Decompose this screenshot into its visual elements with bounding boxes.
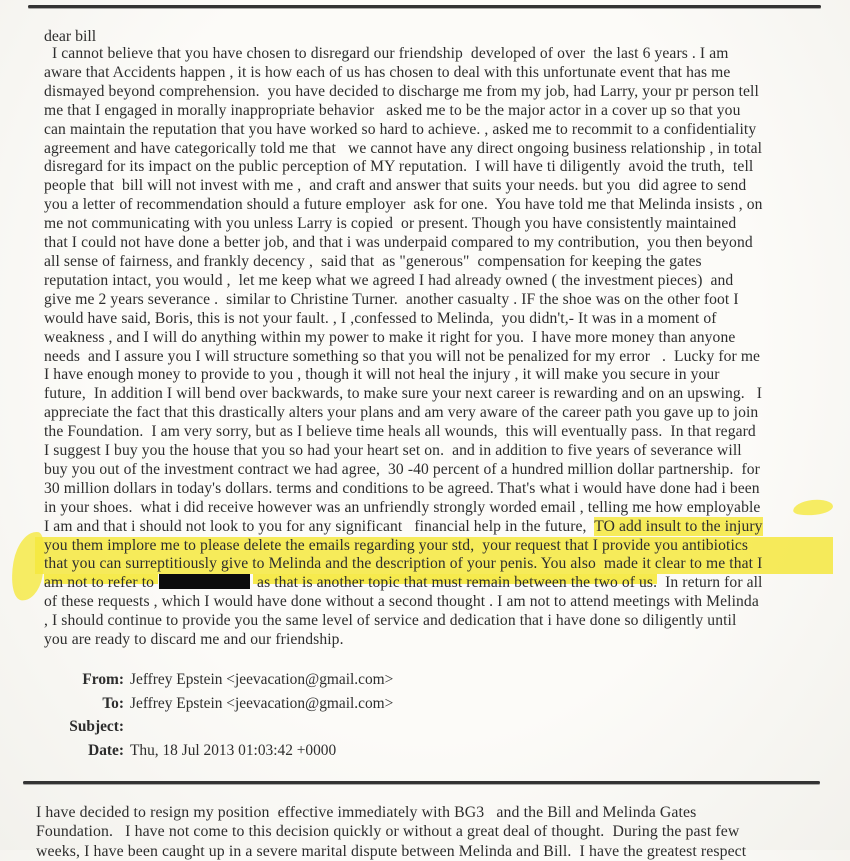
email-header-row	[0, 715, 393, 739]
letter-line	[44, 291, 824, 310]
top-divider-rule	[28, 5, 821, 8]
text-segment: all sense of fairness, and frankly decency , said that as "generous" compensation for keeping the gates	[44, 252, 702, 270]
email-headers	[0, 668, 393, 762]
letter-line	[44, 574, 824, 593]
letter-line	[44, 140, 824, 159]
footer-line: weeks, I have been caught up in a severe marital dispute between Melinda and Bill. I have the greatest respect	[36, 842, 747, 860]
text-segment: dismayed beyond comprehension. you have decided to discharge me from my job, had Larry, your pr person tell	[44, 82, 759, 100]
letter-line	[44, 555, 824, 574]
text-segment: of these requests , which I would have done without a second thought . I am not to attend meetings with Melinda	[44, 593, 759, 611]
letter-line	[44, 385, 824, 404]
letter-line	[44, 518, 824, 537]
letter-line	[44, 329, 824, 348]
text-segment: me that I engaged in morally inappropriate behavior asked me to be the major actor in a cover up so that you	[44, 101, 741, 119]
letter-line	[44, 83, 824, 102]
text-segment: that I could not have done a better job, and that i was underpaid compared to my contribution, you then beyond	[44, 234, 753, 252]
text-segment: I am and that i should not look to you for any significant financial help in the future,	[44, 517, 595, 535]
text-segment: can maintain the reputation that you have worked so hard to achieve. , asked me to recommit to a confidentiality	[44, 120, 757, 138]
letter-line	[44, 102, 824, 121]
letter-line	[44, 348, 824, 367]
email-header-label: Date:	[88, 741, 124, 759]
text-segment: you them implore me to please delete the emails regarding your std, your request that I provide you antibiotics	[44, 536, 749, 554]
letter-body	[44, 45, 824, 650]
text-segment: In return for all	[657, 574, 763, 592]
highlighted-text-segment: am not to refer to	[44, 574, 159, 592]
text-segment: appreciate the fact that this drastically alters your plans and am very aware of the career path you gave up to join	[44, 404, 759, 422]
letter-line	[44, 499, 824, 518]
email-header-label: To:	[102, 694, 124, 712]
letter-line	[44, 631, 824, 650]
email-header-value	[124, 715, 130, 739]
email-header-row	[0, 739, 393, 763]
footer-paragraph	[36, 803, 824, 861]
text-segment: aware that Accidents happen , it is how each of us has chosen to deal with this unfortunate event that has me	[44, 63, 731, 81]
text-segment: I suggest I buy you the house that you so had your heart set on. and in addition to five years of severance will	[44, 442, 742, 460]
letter-line	[44, 461, 824, 480]
text-segment: people that bill will not invest with me , and craft and answer that suits your needs. but you did agree to send	[44, 177, 747, 195]
email-header-label: From:	[82, 671, 124, 688]
text-segment: 30 million dollars in today's dollars. terms and conditions to be agreed. That's what i would have done had i been	[44, 479, 760, 497]
letter-line	[44, 45, 824, 64]
letter-line	[44, 64, 824, 83]
letter-line	[44, 310, 824, 329]
middle-divider-rule	[23, 781, 820, 784]
text-segment: you a letter of recommendation should a future employer ask for one. You have told me that Melinda insists , on	[44, 196, 763, 214]
text-segment: agreement and have categorically told me that we cannot have any direct ongoing business relationship , in total	[44, 139, 763, 157]
text-segment: that you can surreptitiously give to Melinda and the description of your penis. You also made it clear to me that I	[44, 555, 763, 573]
footer-line: I have decided to resign my position effective immediately with BG3 and the Bill and Melinda Gates	[36, 804, 697, 821]
text-segment: needs and I assure you I will structure something so that you will not be penalized for my error . Lucky for me	[44, 347, 761, 365]
email-header-value: Jeffrey Epstein <jeevacation@gmail.com>	[130, 671, 394, 688]
redaction-bar	[159, 574, 250, 589]
text-segment: reputation intact, you would , let me keep what we agreed I had already owned ( the investment pieces) and	[44, 271, 734, 289]
email-header-value: Jeffrey Epstein <jeevacation@gmail.com>	[130, 694, 394, 712]
letter-line	[44, 366, 824, 385]
letter-line	[44, 158, 824, 177]
email-header-value: Thu, 18 Jul 2013 01:03:42 +0000	[130, 741, 337, 759]
email-header-label: Subject:	[69, 718, 124, 736]
letter-line	[44, 253, 824, 272]
letter-line	[44, 121, 824, 140]
text-segment: future, In addition I will bend over backwards, to make sure your next career is rewarding and on an upswing. I	[44, 385, 763, 403]
letter-line	[44, 480, 824, 499]
text-segment: give me 2 years severance . similar to Christine Turner. another casualty . IF the shoe was on the other foot I	[44, 290, 739, 308]
letter-line	[44, 442, 824, 461]
letter-line	[44, 234, 824, 253]
text-segment: I cannot believe that you have chosen to disregard our friendship developed of over the last 6 years . I am	[44, 45, 729, 62]
letter-line	[44, 196, 824, 215]
email-header-row	[0, 692, 393, 716]
text-segment: in your shoes. what i did receive however was an unfriendly strongly worded email , telling me how employable	[44, 498, 761, 516]
text-segment: the Foundation. I am very sorry, but as I believe time heals all wounds, this will eventually pass. In that regard	[44, 423, 756, 441]
text-segment: you are ready to discard me and our friendship.	[44, 631, 344, 649]
text-segment: me not communicating with you unless Larry is copied or present. Though you have consistently maintained	[44, 215, 737, 233]
letter-line	[44, 215, 824, 234]
letter-line	[44, 404, 824, 423]
letter-line	[44, 537, 824, 556]
letter-line	[44, 612, 824, 631]
text-segment: I have enough money to provide to you , though it will not heal the injury , it will make you secure in your	[44, 366, 720, 384]
highlighted-text-segment: as that is another topic that must remain between the two of us.	[253, 574, 658, 592]
text-segment: disregard for its impact on the public perception of MY reputation. I will have ti diligently avoid the truth, tell	[44, 158, 754, 176]
email-header-row	[0, 668, 393, 692]
text-segment: , I should continue to provide you the same level of service and dedication that i have done so diligently until	[44, 612, 737, 630]
text-segment: buy you out of the investment contract we had agree, 30 -40 percent of a hundred million dollar partnership. for	[44, 460, 760, 478]
highlighted-text-segment: TO add insult to the injury	[594, 517, 763, 535]
salutation: dear bill	[44, 28, 97, 45]
text-segment: weakness , and I will do anything within my power to make it right for you. I have more money than anyone	[44, 328, 736, 346]
letter-line	[44, 177, 824, 196]
text-segment: would have said, Boris, this is not your fault. , I ,confessed to Melinda, you didn't,- It was in a moment of	[44, 309, 717, 327]
letter-line	[44, 272, 824, 291]
letter-line	[44, 593, 824, 612]
footer-line: Foundation. I have not come to this decision quickly or without a great deal of thought. During the past few	[36, 823, 740, 841]
letter-line	[44, 423, 824, 442]
